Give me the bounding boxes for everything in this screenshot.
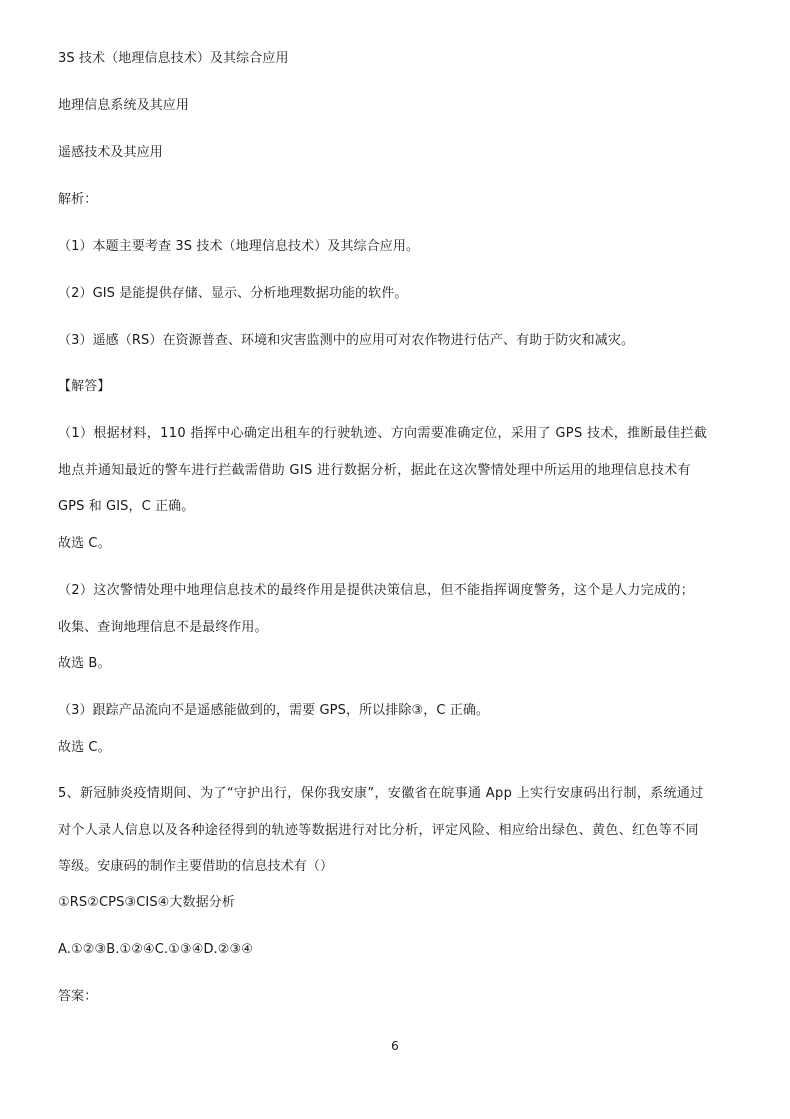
question-5-line-1: 5、新冠肺炎疫情期间、为了“守护出行，保你我安康”，安徽省在皖事通 App 上实行安康码出行制，系统通过 xyxy=(58,786,704,801)
answer-option-2: 地理信息系统及其应用 xyxy=(58,98,190,113)
page-number: 6 xyxy=(391,1039,399,1053)
analysis-point-1: （1）本题主要考查 3S 技术（地理信息技术）及其综合应用。 xyxy=(58,239,420,254)
question-5-line-2: 对个人录人信息以及各种途径得到的轨迹等数据进行对比分析，评定风险、相应给出绿色、黄色、红色等不同 xyxy=(58,823,699,838)
choice-statement-1: 故选 C。 xyxy=(58,536,111,551)
answer-label: 答案： xyxy=(58,989,98,1004)
solution-paragraph-2-line-2: 收集、查询地理信息不是最终作用。 xyxy=(58,620,268,635)
question-5-options: A.①②③B.①②④C.①③④D.②③④ xyxy=(58,942,254,957)
question-5-items: ①RS②CPS③CIS④大数据分析 xyxy=(58,895,235,910)
choice-statement-3: 故选 C。 xyxy=(58,740,111,755)
question-5-line-3: 等级。安康码的制作主要借助的信息技术有（） xyxy=(58,859,334,874)
solution-heading: 【解答】 xyxy=(58,379,111,394)
solution-paragraph-1-line-2: 地点并通知最近的警车进行拦截需借助 GIS 进行数据分析，据此在这次警情处理中所运用的地理信息技术有 xyxy=(58,463,691,478)
analysis-point-2: （2）GIS 是能提供存储、显示、分析地理数据功能的软件。 xyxy=(58,286,408,301)
answer-option-1: 3S 技术（地理信息技术）及其综合应用 xyxy=(58,51,289,66)
choice-statement-2: 故选 B。 xyxy=(58,656,111,671)
analysis-heading: 解析： xyxy=(58,192,98,207)
analysis-point-3: （3）遥感（RS）在资源普查、环境和灾害监测中的应用可对农作物进行估产、有助于防灾和减灾。 xyxy=(58,333,635,348)
solution-paragraph-2-line-1: （2）这次警情处理中地理信息技术的最终作用是提供决策信息，但不能指挥调度警务，这个是人力完成的； xyxy=(58,583,695,598)
solution-paragraph-1-line-1: （1）根据材料，110 指挥中心确定出租车的行驶轨迹、方向需要准确定位，采用了 GPS 技术，推断最佳拦截 xyxy=(58,426,708,441)
solution-paragraph-1-line-3: GPS 和 GIS，C 正确。 xyxy=(58,499,195,514)
answer-option-3: 遥感技术及其应用 xyxy=(58,145,163,160)
solution-paragraph-3: （3）跟踪产品流向不是遥感能做到的，需要 GPS，所以排除③，C 正确。 xyxy=(58,703,490,718)
